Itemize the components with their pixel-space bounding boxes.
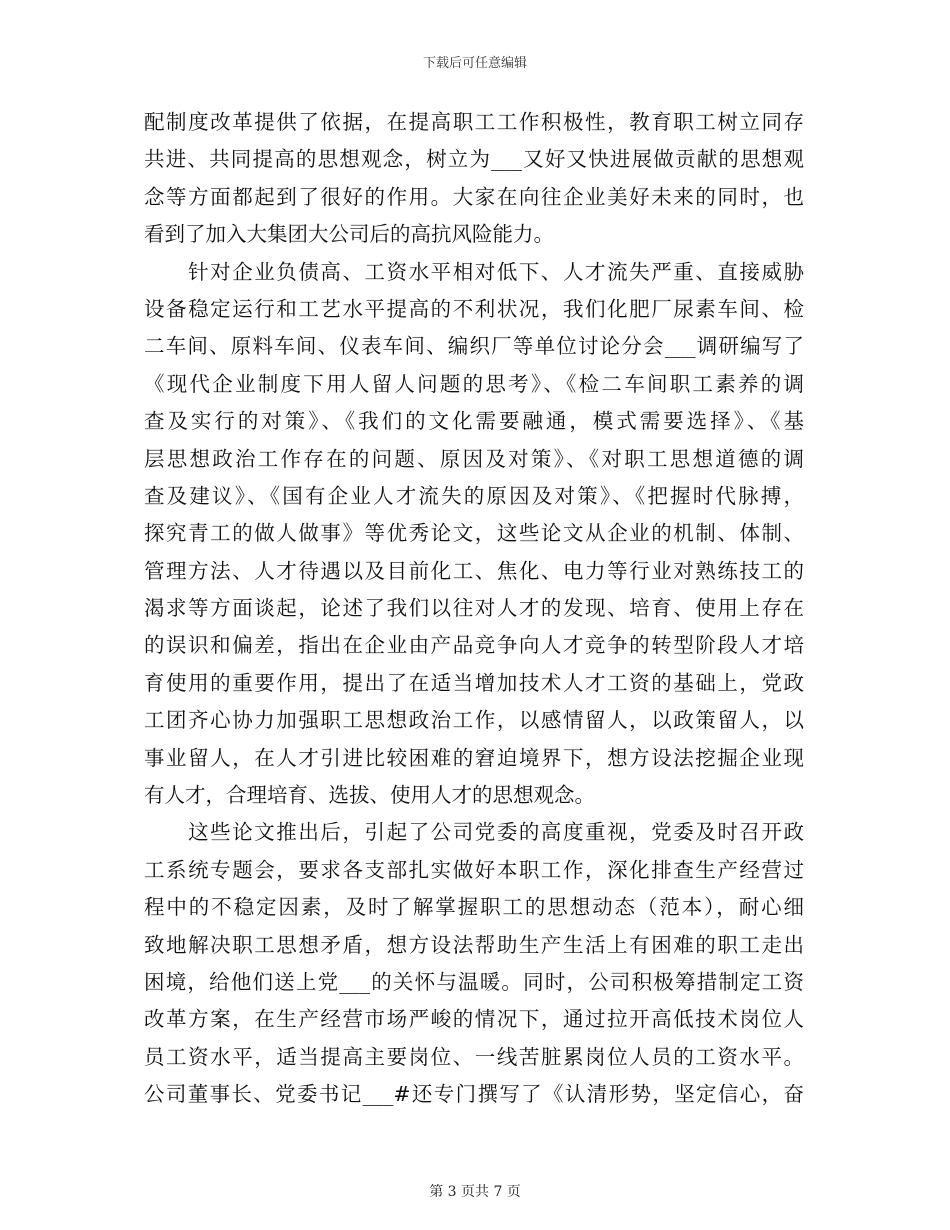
text-line: 查及建议》、《国有企业人才流失的原因及对策》、《把握时代脉搏， <box>144 483 804 508</box>
text-line: 工团齐心协力加强职工思想政治工作，以感情留人，以政策留人，以 <box>144 708 804 733</box>
document-body <box>144 104 804 1114</box>
text-line: 有人才，合理培育、选拔、使用人才的思想观念。 <box>144 783 595 808</box>
text-line: 渴求等方面谈起，论述了我们以往对人才的发现、培育、使用上存在 <box>144 596 804 621</box>
text-line: 员工资水平，适当提高主要岗位、一线苦脏累岗位人员的工资水平。 <box>144 1044 804 1069</box>
text-line: 工系统专题会，要求各支部扎实做好本职工作，深化排查生产经营过 <box>144 857 804 882</box>
text-line: 育使用的重要作用，提出了在适当增加技术人才工资的基础上，党政 <box>144 670 804 695</box>
text-line: 的误识和偏差，指出在企业由产品竞争向人才竞争的转型阶段人才培 <box>144 633 804 658</box>
text-line: 管理方法、人才待遇以及目前化工、焦化、电力等行业对熟练技工的 <box>144 558 804 583</box>
text-line: 查及实行的对策》、《我们的文化需要融通，模式需要选择》、《基 <box>144 409 804 434</box>
text-line: 困境，给他们送上党___的关怀与温暖。同时，公司积极筹措制定工资 <box>144 969 804 994</box>
page-footer: 第 3 页共 7 页 <box>429 1184 521 1200</box>
page-header: 下载后可任意编辑 <box>422 56 527 71</box>
text-line: 二车间、原料车间、仪表车间、编织厂等单位讨论分会___调研编写了 <box>144 334 804 359</box>
text-line: 改革方案，在生产经营市场严峻的情况下，通过拉开高低技术岗位人 <box>144 1007 804 1032</box>
text-line: 共进、共同提高的思想观念，树立为___又好又快进展做贡献的思想观 <box>144 147 804 172</box>
text-line: 层思想政治工作存在的问题、原因及对策》、《对职工思想道德的调 <box>144 446 804 471</box>
text-line: 设备稳定运行和工艺水平提高的不利状况，我们化肥厂尿素车间、检 <box>144 296 804 321</box>
text-line: 配制度改革提供了依据，在提高职工工作积极性，教育职工树立同存 <box>144 110 804 134</box>
text-line: 针对企业负债高、工资水平相对低下、人才流失严重、直接威胁 <box>144 259 804 284</box>
text-line: 致地解决职工思想矛盾，想方设法帮助生产生活上有困难的职工走出 <box>144 932 804 957</box>
text-line: 这些论文推出后，引起了公司党委的高度重视，党委及时召开政 <box>144 820 804 845</box>
text-line: 公司董事长、党委书记___#还专门撰写了《认清形势，坚定信心，奋 <box>144 1082 804 1107</box>
text-line: 探究青工的做人做事》等优秀论文，这些论文从企业的机制、体制、 <box>144 521 804 546</box>
text-line: 《现代企业制度下用人留人问题的思考》、《检二车间职工素养的调 <box>144 371 804 396</box>
text-line: 事业留人，在人才引进比较困难的窘迫境界下，想方设法挖掘企业现 <box>144 745 804 770</box>
text-line: 程中的不稳定因素，及时了解掌握职工的思想动态（范本），耐心细 <box>144 895 804 920</box>
text-line: 念等方面都起到了很好的作用。大家在向往企业美好未来的同时，也 <box>144 184 804 209</box>
text-line: 看到了加入大集团大公司后的高抗风险能力。 <box>144 222 554 247</box>
